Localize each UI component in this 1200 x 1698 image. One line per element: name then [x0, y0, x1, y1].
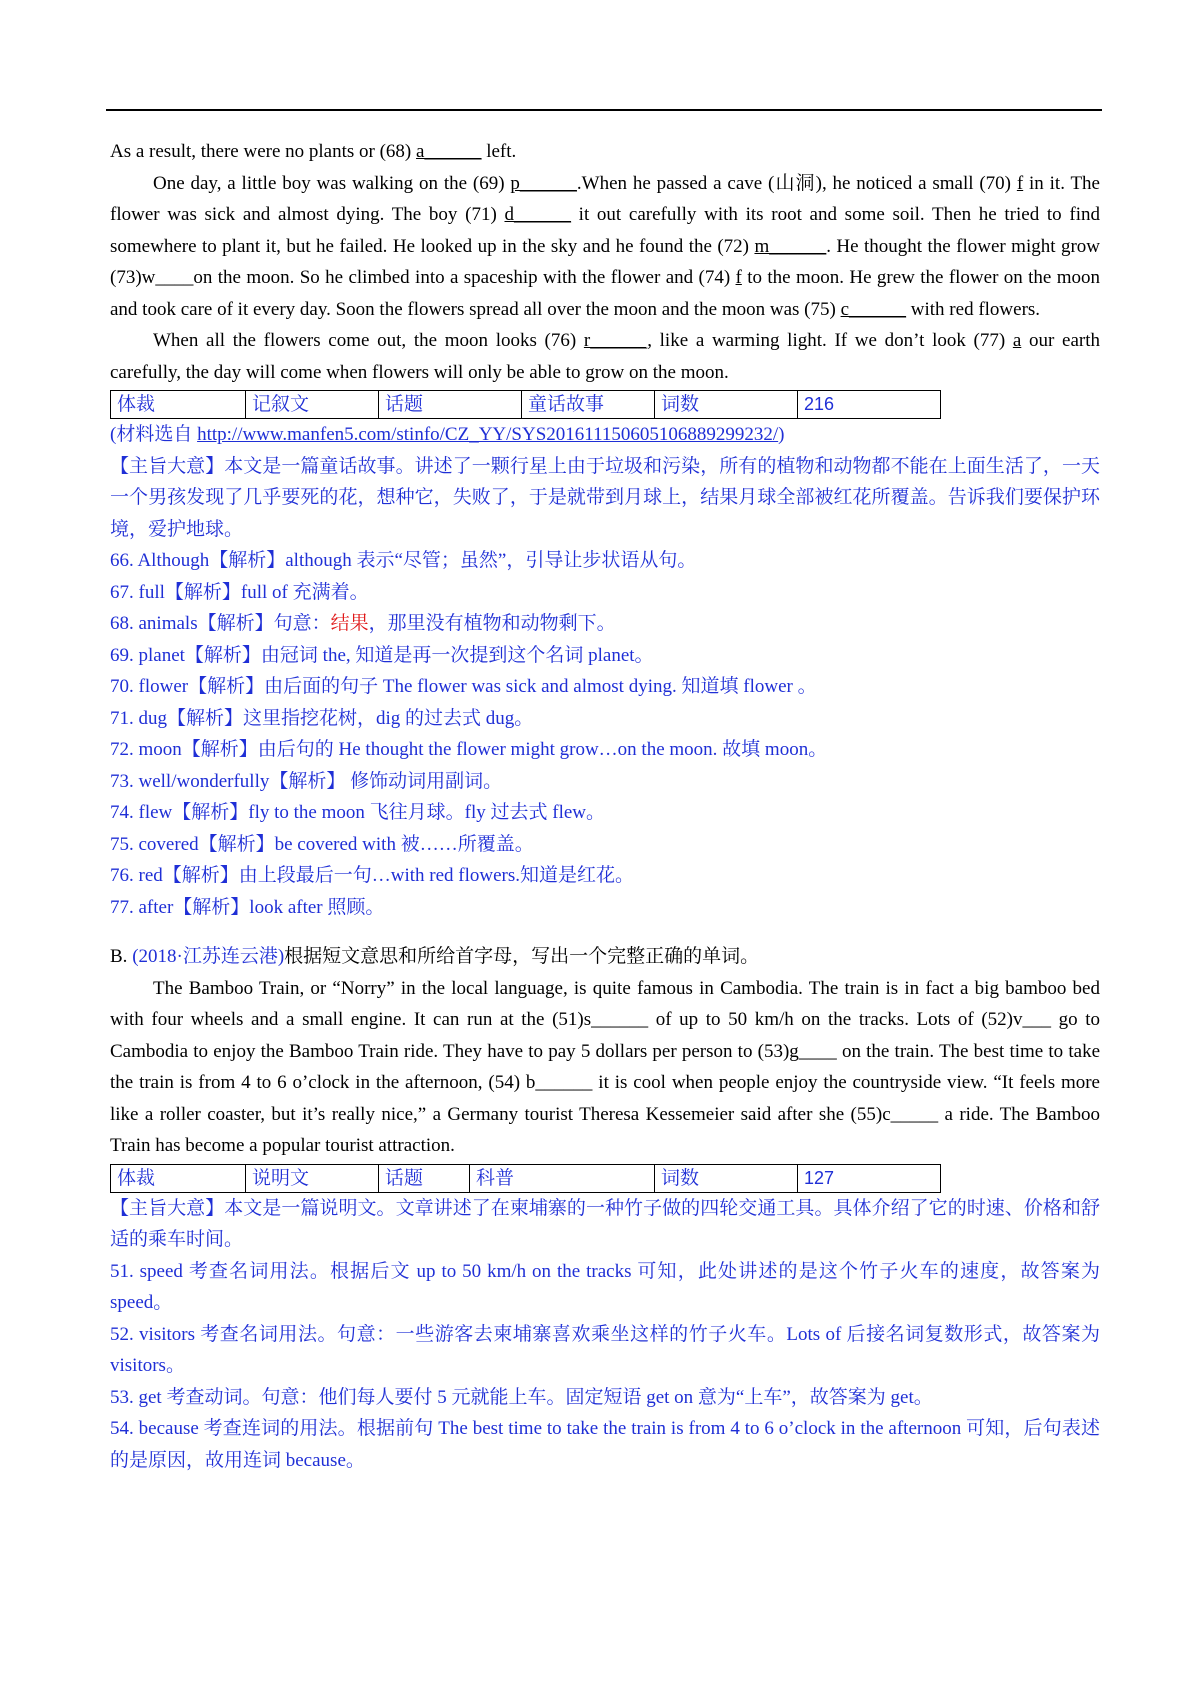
- summary-a: 【主旨大意】本文是一篇童话故事。讲述了一颗行星上由于垃圾和污染，所有的植物和动物都不能在上面生活了，一天一个男孩发现了几乎要死的花，想种它，失败了，于是就带到月球上，结果月球全部被红花所覆盖。告诉我们要保护环境，爱护地球。: [110, 455, 1100, 540]
- passage-a-paragraph-2: One day, a little boy was walking on the (69) p______.When he passed a cave (山洞), he noticed a small (70) f in it. The flower was sick and almost dying. The boy (71) d______ it out carefully with its root and some soil. Then he tried to find somewhere to plant it, but he failed. He looked up in the sky and he found the (72) m______. He thought the flower might grow (73)w____on the moon. So he climbed into a spaceship with the flower and (74) f to the moon. He grew the flower on the moon and took care of it every day. Soon the flowers spread all over the moon and the moon was (75) c______ with red flowers.: [110, 172, 1101, 320]
- source-link[interactable]: http://www.manfen5.com/stinfo/CZ_YY/SYS20161115060510688929​9232/: [197, 424, 779, 445]
- answer-item: 52. visitors 考查名词用法。句意：一些游客去柬埔寨喜欢乘坐这样的竹子火车。Lots of 后接名词复数形式，故答案为 visitors。: [110, 1323, 1100, 1376]
- answer-item: 76. red【解析】由上段最后一句…with red flowers.知道是红花。: [110, 865, 635, 886]
- answer-item: 73. well/wonderfully【解析】 修饰动词用副词。: [110, 770, 503, 792]
- answer-item: 75. covered【解析】be covered with 被……所覆盖。: [110, 833, 534, 855]
- section-b-source: (2018·江苏连云港): [132, 946, 285, 967]
- table-cell: 记叙文: [246, 391, 379, 419]
- answer-item: 54. because 考查连词的用法。根据前句 The best time to take the train is from 4 to 6 o’clock in the afternoon 可知，后句表述的是原因，故用连词 because。: [110, 1418, 1100, 1471]
- section-b-heading: B. (2018·江苏连云港)根据短文意思和所给首字母，写出一个完整正确的单词。: [110, 946, 760, 967]
- answer-item: 67. full【解析】full of 充满着。: [110, 581, 369, 603]
- answer-item: 70. flower【解析】由后面的句子 The flower was sick and almost dying. 知道填 flower 。: [110, 676, 817, 697]
- table-cell: 体裁: [111, 1164, 246, 1192]
- answer-item: 68. animals【解析】句意：结果，那里没有植物和动物剩下。: [110, 613, 616, 634]
- passage-a-paragraph-3: When all the flowers come out, the moon looks (76) r______, like a warming light. If we don’t look (77) a our earth carefully, the day will come when flowers will only be able to grow on the moon.: [110, 330, 1100, 383]
- answers-b-list: [110, 1256, 1100, 1477]
- table-cell: 话题: [379, 1164, 470, 1192]
- table-cell: 童话故事: [522, 391, 655, 419]
- answer-item: 66. Although【解析】although 表示“尽管；虽然”，引导让步状语从句。: [110, 550, 697, 571]
- table-cell: 216: [798, 391, 941, 419]
- summary-b: 【主旨大意】本文是一篇说明文。文章讲述了在柬埔寨的一种竹子做的四轮交通工具。具体介绍了它的时速、价格和舒适的乘车时间。: [110, 1197, 1100, 1250]
- info-table-b: [110, 1164, 941, 1193]
- passage-a-paragraph-1: As a result, there were no plants or (68) a______ left.: [110, 141, 517, 162]
- answer-item: 74. flew【解析】fly to the moon 飞往月球。fly 过去式 flew。: [110, 802, 606, 823]
- info-table-a: [110, 390, 941, 419]
- table-cell: 说明文: [246, 1164, 379, 1192]
- answers-a-list: [110, 545, 1100, 923]
- answer-item: 72. moon【解析】由后句的 He thought the flower might grow…on the moon. 故填 moon。: [110, 739, 828, 760]
- highlight-text: 结果: [330, 613, 369, 634]
- answer-item: 51. speed 考查名词用法。根据后文 up to 50 km/h on the tracks 可知，此处讲述的是这个竹子火车的速度，故答案为 speed。: [110, 1260, 1100, 1313]
- answer-item: 69. planet【解析】由冠词 the, 知道是再一次提到这个名词 planet。: [110, 644, 654, 666]
- table-cell: 词数: [655, 391, 798, 419]
- answer-item: 71. dug【解析】这里指挖花树，dig 的过去式 dug。: [110, 707, 534, 729]
- table-cell: 体裁: [111, 391, 246, 419]
- table-cell: 话题: [379, 391, 522, 419]
- answer-item: 53. get 考查动词。句意：他们每人要付 5 元就能上车。固定短语 get on 意为“上车”，故答案为 get。: [110, 1386, 933, 1408]
- answer-item: 77. after【解析】look after 照顾。: [110, 896, 385, 918]
- passage-b: The Bamboo Train, or “Norry” in the local language, is quite famous in Cambodia. The train is in fact a big bamboo bed with four wheels and a small engine. It can run at the (51)s______ of up to 50 km/h on the tracks. Lots of (52)v___ go to Cambodia to enjoy the Bamboo Train ride. They have to pay 5 dollars per person to (53)g____ on the train. The best time to take the train is from 4 to 6 o’clock in the afternoon, (54) b______ it is cool when people enjoy the countryside view. “It feels more like a roller coaster, but it’s really nice,” a Germany tourist Theresa Kessemeier said after she (55)c_____ a ride. The Bamboo Train has become a popular tourist attraction.: [110, 977, 1100, 1156]
- table-cell: 科普: [470, 1164, 655, 1192]
- table-cell: 词数: [655, 1164, 798, 1192]
- source-line-a: (材料选自 http://www.manfen5.com/stinfo/CZ_YY/SYS20161115060510688929​9232/): [110, 424, 785, 445]
- table-cell: 127: [798, 1164, 941, 1192]
- document-page: [110, 0, 1100, 1476]
